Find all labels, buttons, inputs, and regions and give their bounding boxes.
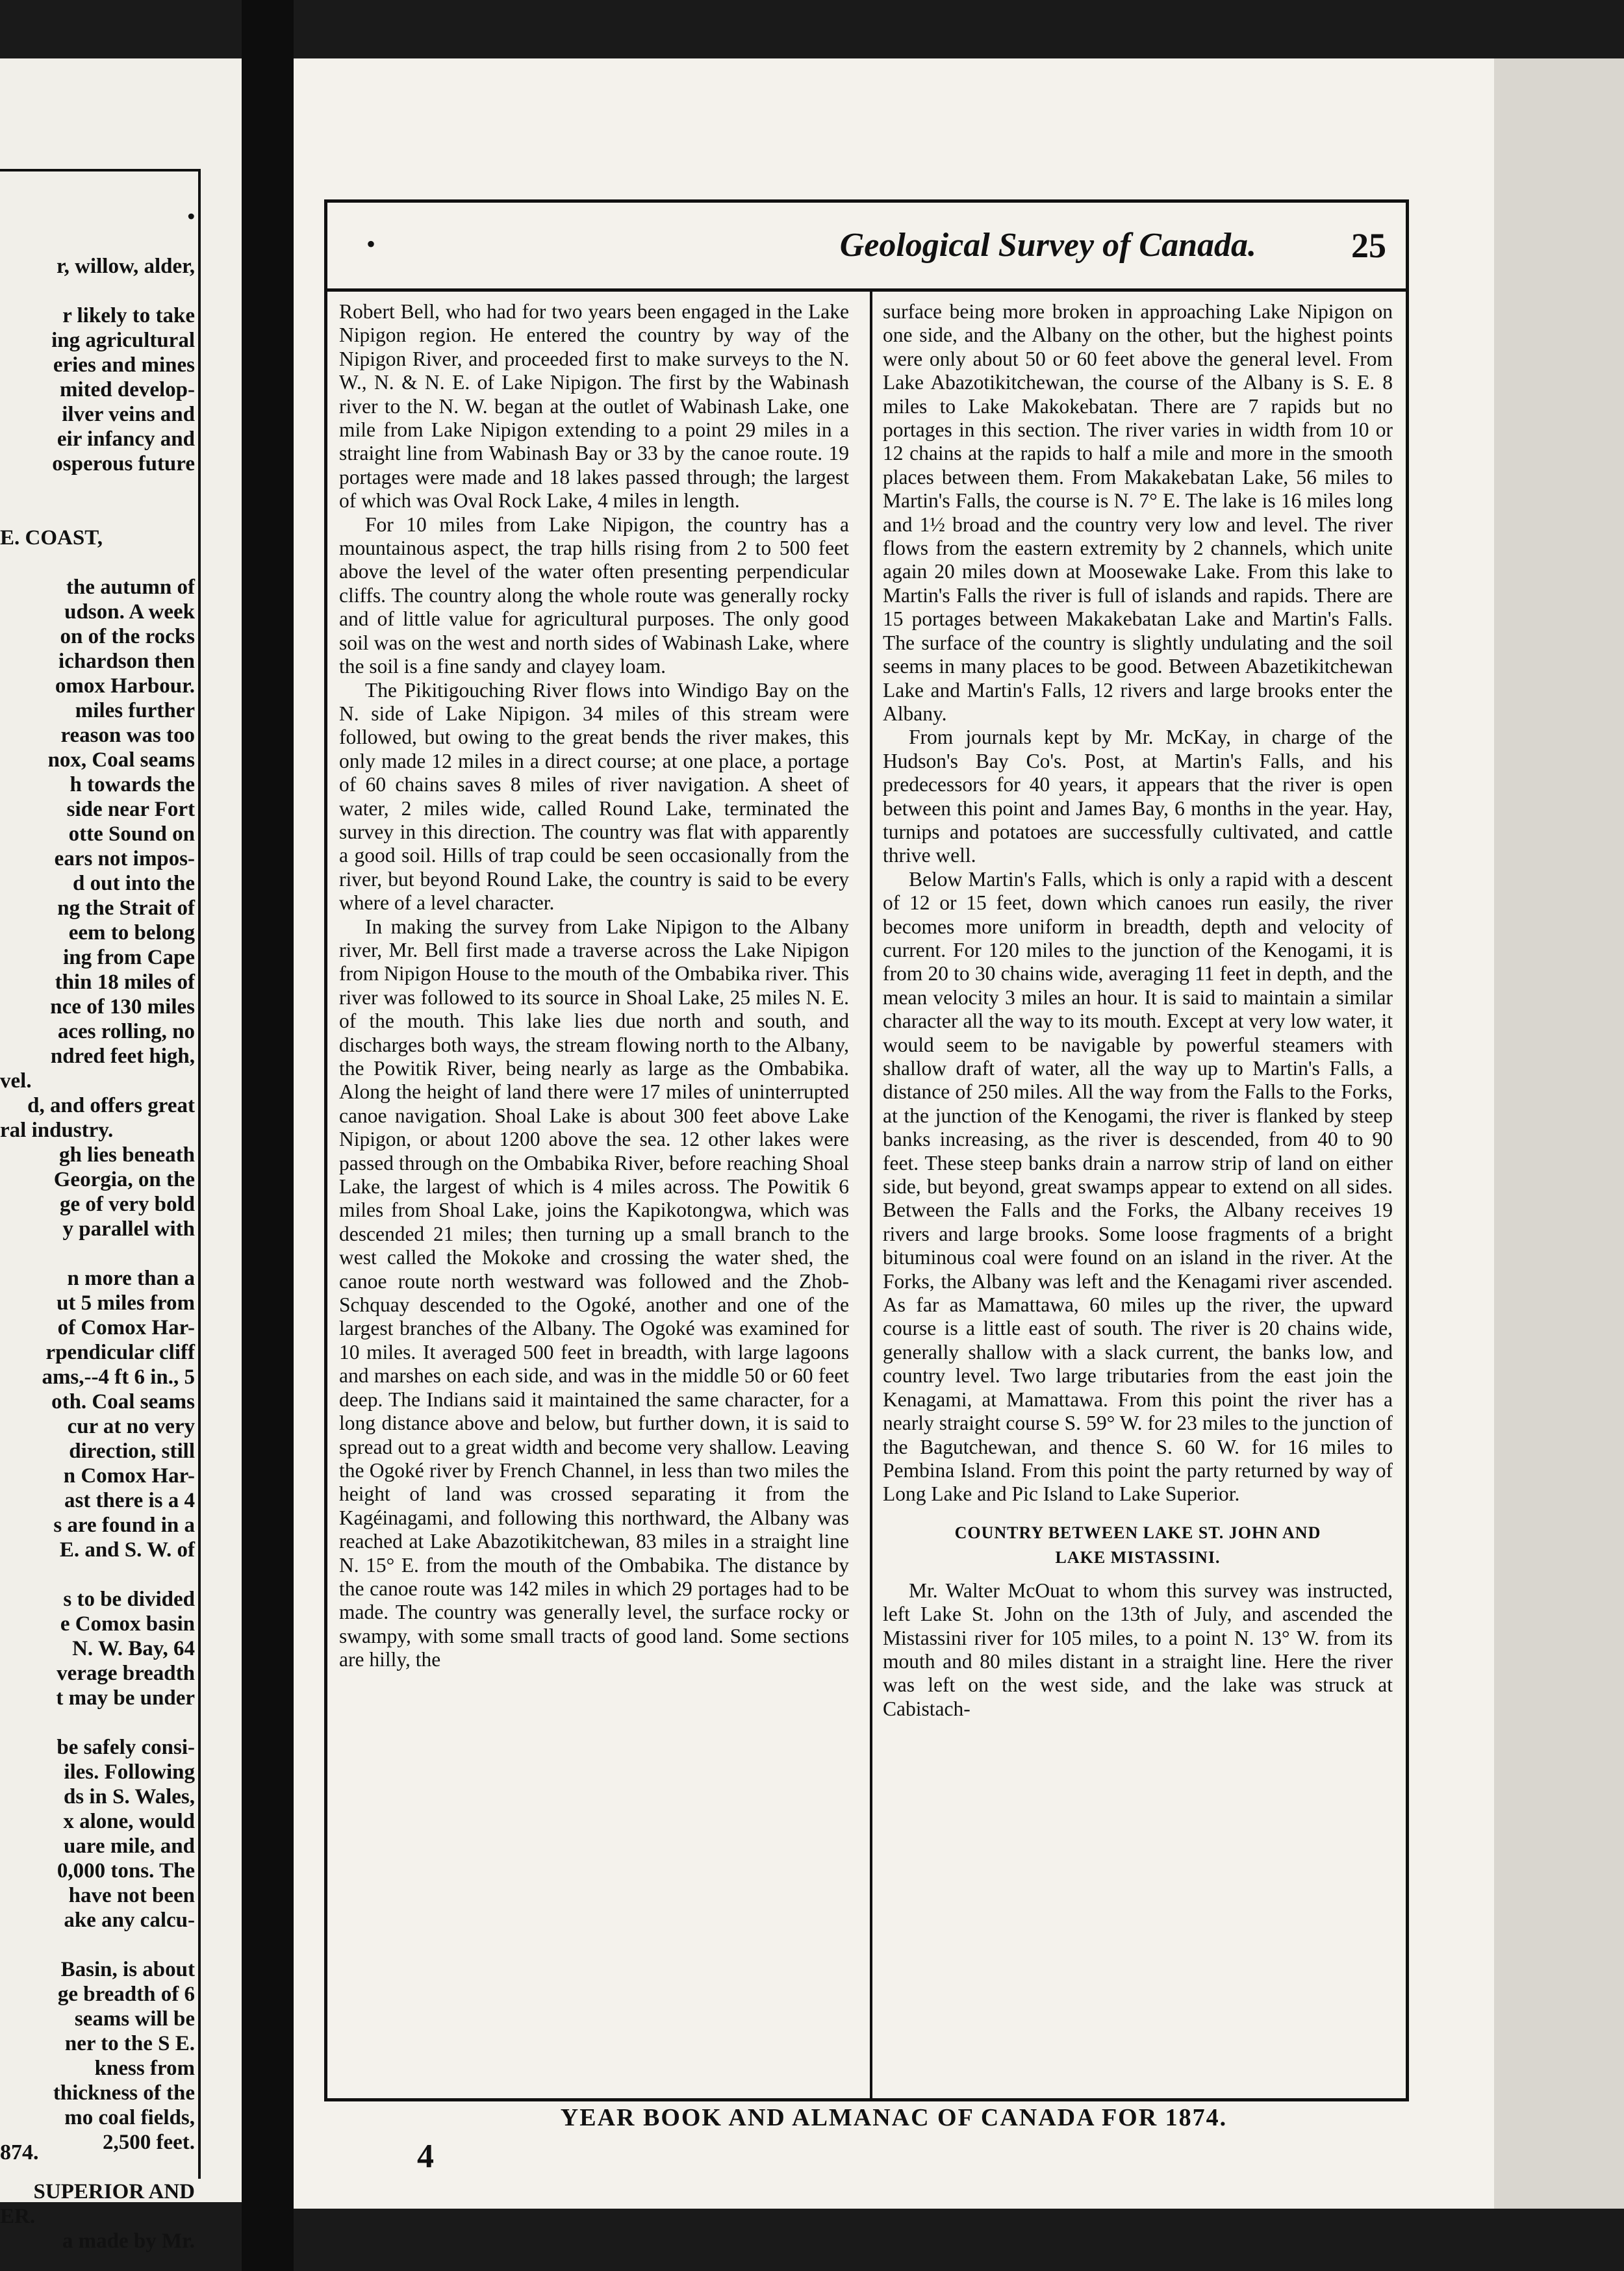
facing-page-line: have not been <box>68 1884 195 1907</box>
facing-page-line: udson. A week <box>64 600 195 624</box>
facing-page-line: 0,000 tons. The <box>57 1859 195 1883</box>
facing-page-line: ner to the S E. <box>64 2032 195 2055</box>
facing-page-line: r likely to take <box>62 304 195 327</box>
facing-page-line: ge of very bold <box>59 1193 195 1216</box>
facing-page-line: the autumn of <box>66 576 195 599</box>
facing-page-line <box>0 1710 195 1735</box>
facing-page-line: eries and mines <box>53 353 195 377</box>
facing-page-line <box>0 279 195 303</box>
facing-page-line <box>0 550 195 575</box>
facing-page-line: n more than a <box>67 1267 195 1290</box>
facing-page-line <box>0 1562 195 1587</box>
facing-page-line <box>0 501 195 526</box>
facing-page-line: nce of 130 miles <box>50 995 195 1019</box>
facing-page-line: t may be under <box>56 1686 195 1710</box>
facing-page-line: kness from <box>94 2057 195 2080</box>
facing-page-line: rpendicular cliff <box>45 1341 195 1364</box>
facing-page-line: mited develop- <box>59 378 195 401</box>
facing-page-line: ams,--4 ft 6 in., 5 <box>42 1365 195 1389</box>
facing-page-line: s to be divided <box>63 1588 195 1611</box>
facing-page-line: e Comox basin <box>60 1612 195 1636</box>
book-page <box>294 58 1494 2209</box>
facing-page-line: uare mile, and <box>64 1834 195 1858</box>
header-dot: • <box>366 229 376 259</box>
section-heading-line: LAKE MISTASSINI. <box>1055 1547 1221 1567</box>
facing-page-line: n Comox Har- <box>63 1464 195 1488</box>
facing-page-line: iles. Following <box>64 1760 195 1784</box>
facing-page-line: ral industry. <box>0 1119 114 1142</box>
signature-mark: 4 <box>417 2138 434 2175</box>
facing-page-line: verage breadth <box>57 1662 195 1685</box>
header-title: Geological Survey of Canada. <box>839 227 1256 264</box>
column-right <box>883 300 1393 1721</box>
paragraph: Below Martin's Falls, which is only a rapid with a descent of 12 or 15 feet, down which canoes run easily, the river becomes more uniform in breadth, depth and velocity of current. For 120 miles to the junction of the Kenogami, it is from 20 to 30 chains wide, averaging 11 feet in depth, and the mean velocity 3 miles an hour. It is said to maintain a similar character all the way to its mouth. Except at very low water, it would seem to be navigable by powerful steamers with shallow draft of water, all the way up to Martin's Falls, a distance of 250 miles. All the way from the Falls to the Forks, at the junction of the Kenogami, the river is flanked by steep banks increasing, as the river is descended, from 40 to 90 feet. These steep banks drain a narrow strip of land on either side, but beyond, great swamps appear to extend on all sides. Between the Falls and the Forks, the Albany receives 19 rivers and large brooks. Some loose fragments of a bright bituminous coal were found on an island in the river. At the Forks, the Albany was left and the Kenagami river ascended. As far as Mamattawa, 60 miles up the river, the upward course is a little east of south. The river is 20 chains wide, generally shallow with a slack current, the banks low, and country level. Two large tributaries from the east join the Kenagami, at Mamattawa. From this point the river has a nearly straight course S. 59° W. for 23 miles to the junction of the Bagutchewan, and thence S. 60 W. for 16 miles to Pembina Island. From this point the party returned by way of Long Lake and Pic Island to Lake Superior. <box>883 867 1393 1506</box>
facing-page-line: ichardson then <box>58 650 195 673</box>
facing-page-line: E. COAST, <box>0 526 103 550</box>
facing-page-line: ge breadth of 6 <box>57 1983 195 2006</box>
facing-page-line: N. W. Bay, 64 <box>72 1637 195 1660</box>
facing-page-line: eir infancy and <box>57 427 195 451</box>
facing-page-line: d out into the <box>73 872 195 895</box>
facing-page-line: ng the Strait of <box>57 896 195 920</box>
section-heading <box>883 1521 1393 1570</box>
facing-page-line: nox, Coal seams <box>47 748 195 772</box>
facing-page-line <box>0 1933 195 1957</box>
facing-page-line <box>0 229 195 254</box>
facing-page-line: x alone, would <box>63 1810 195 1833</box>
facing-page-line: E. and S. W. of <box>59 1538 195 1562</box>
facing-page-line: ds in S. Wales, <box>63 1785 195 1808</box>
facing-page-line: of Comox Har- <box>57 1316 195 1339</box>
facing-page-line: miles further <box>75 699 195 722</box>
paragraph: The Pikitigouching River flows into Windigo Bay on the N. side of Lake Nipigon. 34 miles of this stream were followed, but owing to the great bends the river makes, this only made 12 miles in a direct course; at one place, a portage of 60 chains saves 8 miles of river navigation. A sheet of water, 2 miles wide, called Round Lake, terminated the survey in this direction. The country was flat with apparently a good soil. Hills of trap could be seen occasionally from the river, but beyond Round Lake, the country is said to be every where of a level character. <box>339 678 849 915</box>
page-number: 25 <box>1351 226 1386 265</box>
facing-page-line: seams will be <box>74 2007 195 2031</box>
facing-page-line: gh lies beneath <box>58 1143 195 1167</box>
facing-page-line: eem to belong <box>68 921 195 945</box>
facing-page-line: 2,500 feet. <box>102 2131 195 2154</box>
facing-page-line: y parallel with <box>62 1217 195 1241</box>
facing-page-line: Basin, is about <box>60 1958 195 1981</box>
section-heading-line: COUNTRY BETWEEN LAKE ST. JOHN AND <box>954 1523 1321 1542</box>
facing-page-line: s are found in a <box>53 1514 195 1537</box>
facing-page-line: d, and offers great <box>27 1094 195 1117</box>
facing-page-line: r, willow, alder, <box>56 255 195 278</box>
facing-page-line: aces rolling, no <box>57 1020 195 1043</box>
page-frame <box>324 199 1409 2101</box>
facing-page-line: cur at no very <box>67 1415 195 1438</box>
facing-page-line: vel. <box>0 1069 32 1093</box>
paragraph: For 10 miles from Lake Nipigon, the country has a mountainous aspect, the trap hills rising from 2 to 500 feet above the level of the water often presenting perpendicular cliffs. The country along the whole route was generally rocky and of little value for agricultural purposes. The only good soil was on the west and north sides of Wabinash Lake, where the soil is a fine sandy and clayey loam. <box>339 513 849 678</box>
column-rule <box>870 288 872 2098</box>
facing-page-line: ast there is a 4 <box>64 1489 195 1512</box>
facing-page-line <box>0 476 195 501</box>
paragraph: Robert Bell, who had for two years been engaged in the Lake Nipigon region. He entered the country by way of the Nipigon River, and proceeded first to make surveys to the N. W., N. & N. E. of Lake Nipigon. The first by the Wabinash river to the N. W. began at the outlet of Wabinash Lake, one mile from Lake Nipigon extending to a point 29 miles in a straight line from Wabinash Bay or 33 by the canoe route. 19 portages were made and 18 lakes passed through; the largest of which was Oval Rock Lake, 4 miles in length. <box>339 300 849 513</box>
facing-page-line: omox Harbour. <box>55 674 195 698</box>
running-header <box>327 203 1406 292</box>
facing-page-line: ing from Cape <box>63 946 195 969</box>
facing-page-line: direction, still <box>69 1440 195 1463</box>
facing-page-line: ears not impos- <box>54 847 195 870</box>
facing-page-text <box>0 205 195 2253</box>
facing-page-line: be safely consi- <box>57 1736 195 1759</box>
facing-page-line: otte Sound on <box>68 822 195 846</box>
facing-page-line: side near Fort <box>66 798 195 821</box>
column-left <box>339 300 849 1672</box>
facing-page-fragment <box>0 58 242 2253</box>
facing-page-line: ndred feet high, <box>50 1045 195 1068</box>
facing-page-line: osperous future <box>52 452 195 476</box>
facing-page-line: thin 18 miles of <box>55 971 195 994</box>
facing-page-line: Georgia, on the <box>53 1168 195 1191</box>
paragraph: surface being more broken in approaching Lake Nipigon on one side, and the Albany on the other, but the highest points were only about 50 or 60 feet above the general level. From Lake Abazotikitchewan, the course of the Albany is S. E. 8 miles to Lake Makokebatan. There are 7 rapids but no portages in this section. The river varies in width from 10 or 12 chains at the rapids to half a mile and more in the smooth places between them. From Makakebatan Lake, 56 miles to Martin's Falls, the course is N. 7° E. The lake is 16 miles long and 1½ broad and the country very low and level. The river flows from the eastern extremity by 2 channels, which unite again 20 miles down at Moosewake Lake. From this lake to Martin's Falls the river is full of islands and rapids. There are 15 portages between Makakebatan Lake and Martin's Falls. The surface of the country is slightly undulating and the soil seems in many places to be good. Between Abazetikitchewan Lake and Martin's Falls, 12 rivers and large brooks enter the Albany. <box>883 300 1393 725</box>
facing-page-line: ing agricultural <box>51 329 195 352</box>
facing-page-line: a made by Mr. <box>62 2229 195 2253</box>
page-footer: YEAR BOOK AND ALMANAC OF CANADA FOR 1874. <box>560 2104 1228 2131</box>
facing-page-line: • <box>187 205 195 229</box>
facing-page-line: thickness of the <box>53 2081 195 2105</box>
paragraph: From journals kept by Mr. McKay, in charge of the Hudson's Bay Co's. Post, at Martin's Falls, and his predecessors for 40 years, it appears that the river is open between this point and James Bay, 6 months in the year. Hay, turnips and potatoes are successfully cultivated, and cattle thrive well. <box>883 726 1393 867</box>
facing-page-line: ut 5 miles from <box>57 1291 195 1315</box>
facing-page-line <box>0 1241 195 1266</box>
book-gutter <box>242 0 294 2271</box>
facing-page-line: SUPERIOR AND <box>33 2180 195 2203</box>
facing-page-line: ake any calcu- <box>64 1909 195 1932</box>
facing-page-footer: 874. <box>0 2140 39 2164</box>
facing-page-line: reason was too <box>60 724 195 747</box>
page-edge <box>1494 58 1624 2209</box>
facing-page-line: on of the rocks <box>60 625 195 648</box>
paragraph: Mr. Walter McOuat to whom this survey was instructed, left Lake St. John on the 13th of July, and ascended the Mistassini river for 105 miles, to a point N. 13° W. from its mouth and 80 miles distant in a straight line. Here the river was left on the west side, and the lake was struck at Cabistach- <box>883 1579 1393 1720</box>
facing-page-line: oth. Coal seams <box>51 1390 195 1414</box>
paragraph: In making the survey from Lake Nipigon to the Albany river, Mr. Bell first made a traverse across the Lake Nipigon from Nipigon House to the mouth of the Ombabika river. This river was followed to its source in Shoal Lake, 25 miles N. E. of the mouth. This lake lies due north and south, and discharges both ways, the stream flowing north to the Albany, the Powitik River, being nearly as large as the Ombabika. Along the height of land there were 17 miles of uninterrupted canoe navigation. Shoal Lake is about 300 feet above Lake Nipigon, or about 1200 above the sea. 12 other lakes were passed through on the Ombabika River, before reaching Shoal Lake, the largest of which is 4 miles across. The Powitik 6 miles from Shoal Lake, joins the Kapikotongwa, which was descended 21 miles; then turning up a small branch to the west called the Mokoke and crossing the water shed, the canoe route north westward was followed and the Zhob-Schquay descended to the Ogoké, another and one of the largest branches of the Albany. The Ogoké was examined for 10 miles. It averaged 500 feet in breadth, with large lagoons and marshes on each side, and was in the middle 50 or 60 feet deep. The Indians said it maintained the same character, for a long distance above and below, but further down, it is said to spread out to a great width and become very shallow. Leaving the Ogoké river by French Channel, in less than two miles the height of land was crossed separating it from the Kagéinagami, and following this northward, the Albany was reached at Lake Abazotikitchewan, 83 miles in a straight line N. 15° E. from the mouth of the Ombabika. The distance by the canoe route was 142 miles in which 29 portages had to be made. The country was generally level, the surface rocky or swampy, with some small tracts of good land. Some sections are hilly, the <box>339 915 849 1671</box>
facing-page-line: h towards the <box>70 773 195 796</box>
facing-page-line: ER. <box>0 2205 36 2228</box>
facing-page-line: mo coal fields, <box>64 2106 195 2129</box>
facing-page-line: ilver veins and <box>62 403 195 426</box>
